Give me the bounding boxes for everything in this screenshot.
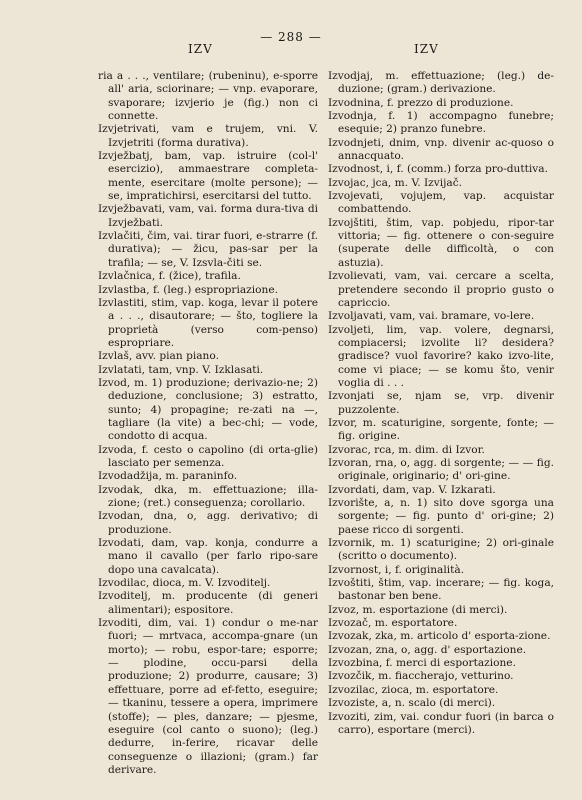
dictionary-entry: Izvjetrivati, vam e trujem, vni. V. Izvjetriti (forma durativa). [98,123,318,149]
dictionary-entry: Izvornost, i, f. originalità. [328,563,465,576]
dictionary-entry: Izvoz, m. esportazione (di merci). [328,603,508,616]
dictionary-entry: Izvodak, dka, m. effettuazione; illa-zione; (ret.) conseguenza; corollario. [98,483,318,509]
dictionary-entry: Izvlastba, f. (leg.) espropriazione. [98,283,278,296]
dictionary-entry: Izvoda, f. cesto o capolino (di orta-glie) lasciato per semenza. [98,443,318,469]
dictionary-entry: Izvlaš, avv. pian piano. [98,350,219,363]
dictionary-entry: Izvoditelj, m. producente (di generi alimentari); espositore. [98,590,318,616]
left-column [98,70,318,777]
dictionary-entry: Izvozbina, f. merci di esportazione. [328,657,516,670]
dictionary-entry: Izvodnjeti, dnim, vnp. divenir ac-quoso o annacquato. [328,136,554,163]
dictionary-entry: Izvježbavati, vam, vai. forma dura-tiva di Izvježbati. [98,203,318,229]
page-number: — 288 — [260,30,322,44]
dictionary-entry: Izvodan, dna, o, agg. derivativo; di produzione. [98,510,318,536]
dictionary-entry: Izvlačnica, f. (žice), trafila. [98,270,241,283]
dictionary-entry: Izvordati, dam, vap. V. Izkarati. [328,483,496,496]
dictionary-entry: Izvlatati, tam, vnp. V. Izklasati. [98,363,264,376]
dictionary-entry: Izvježbatj, bam, vap. istruire (col-l' esercizio), ammaestrare completa-mente, esercitare (molte persone); — se, impratichirsi, esercitarsi del tutto. [98,150,318,203]
dictionary-entry: Izvodilac, dioca, m. V. Izvoditelj. [98,577,271,590]
dictionary-entry: Izvodnina, f. prezzo di produzione. [328,96,514,109]
dictionary-entry: Izvodadžija, m. paraninfo. [98,470,238,483]
dictionary-entry: Izvorište, a, n. 1) sito dove sgorga una sorgente; — fig. punto d' ori-gine; 2) paese ricco di sorgenti. [328,497,554,536]
dictionary-entry: Izvor, m. scaturigine, sorgente, fonte; — fig. origine. [328,416,554,443]
dictionary-entry: Izvlačiti, čim, vai. tirar fuori, e-strarre (f. durativa); — žicu, pas-sar per la trafila; — se, V. Izsvla-čiti se. [98,230,318,269]
dictionary-entry: Izvodnja, f. 1) accompagno funebre; esequie; 2) pranzo funebre. [328,110,554,136]
dictionary-entry: Izvoziste, a, n. scalo (di merci). [328,697,496,710]
dictionary-entry: Izvornik, m. 1) scaturigine; 2) ori-ginale (scritto o documento). [328,537,554,563]
dictionary-entry: Izvozan, zna, o, agg. d' esportazione. [328,643,527,656]
running-head-left: IZV [188,42,213,56]
dictionary-entry: Izvozak, zka, m. articolo d' esporta-zione. [328,630,551,643]
dictionary-entry: Izvodati, dam, vap. konja, condurre a mano il cavallo (per farlo ripo-sare dopo una cavalcata). [98,537,318,576]
dictionary-entry: Izvolievati, vam, vai. cercare a scelta, pretendere secondo il proprio gusto o capriccio. [328,270,554,309]
dictionary-entry: Izvozčik, m. fiaccherajo, vetturino. [328,670,514,683]
dictionary-entry: Izvonjati se, njam se, vrp. divenir puzzolente. [328,390,554,416]
dictionary-entry: Izvodnost, i, f. (comm.) forza pro-duttiva. [328,163,548,176]
dictionary-entry: ria a . . ., ventilare; (rubeninu), e-sporre all' aria, sciorinare; — vnp. evaporare, svaporare; izvjerio je (fig.) non ci connette. [98,70,318,123]
dictionary-entry: Izvoštiti, štim, vap. incerare; — fig. koga, bastonar ben bene. [328,577,554,603]
dictionary-entry: Izvozač, m. esportatore. [328,617,458,630]
dictionary-entry: Izvozilac, zioca, m. esportatore. [328,683,499,696]
dictionary-entry: Izvoljavati, vam, vai. bramare, vo-lere. [328,310,535,323]
dictionary-entry: Izvodjaj, m. effettuazione; (leg.) de-duzione; (gram.) derivazione. [328,70,554,96]
dictionary-entry: Izvoljeti, lim, vap. volere, degnarsi, compiacersi; izvolite li? desidera? gradisce? vuol favorire? kako izvo-lite, come vi piace; — se komu što, venir voglia di . . . [328,323,554,389]
dictionary-entry: Izvojevati, vojujem, vap. acquistar combattendo. [328,190,554,216]
running-head-right: IZV [414,42,439,56]
dictionary-entry: Izvorac, rca, m. dim. di Izvor. [328,443,485,456]
dictionary-entry: Izvoditi, dim, vai. 1) condur o me-nar fuori; — mrtvaca, accompa-gnare (un morto); — robu, espor-tare; esporre; — plodine, occu-parsi della produzione; 2) produrre, causare; 3) effettuare, porre ad ef-fetto, eseguire; — tkaninu, tessere a opera, imprimere (stoffe); — ples, danzare; — pjesme, eseguire (col canto o suono); (leg.) dedurre, in-ferire, ricavar delle conseguenze o illazioni; (gram.) far derivare. [98,617,318,776]
right-column [328,70,554,737]
dictionary-entry: Izvlastiti, stim, vap. koga, levar il potere a . . ., disautorare; — što, togliere la proprietà (verso com-penso) espropriare. [98,296,318,349]
dictionary-entry: Izvojac, jca, m. V. Izvijač. [328,176,463,189]
dictionary-entry: Izvoziti, zim, vai. condur fuori (in barca o carro), esportare (merci). [328,710,554,736]
dictionary-entry: Izvoran, rna, o, agg. di sorgente; — — fig. originale, originario; d' ori-gine. [328,456,554,483]
dictionary-entry: Izvod, m. 1) produzione; derivazio-ne; 2) deduzione, conclusione; 3) estratto, sunto; 4) propagine; re-zati na —, tagliare (la vite) a bec-chi; — vode, condotto di acqua. [98,376,318,443]
dictionary-entry: Izvojštiti, štim, vap. pobjedu, ripor-tar vittoria; — fig. ottenere o con-seguire (superate delle difficoltà, o con astuzia). [328,216,554,269]
